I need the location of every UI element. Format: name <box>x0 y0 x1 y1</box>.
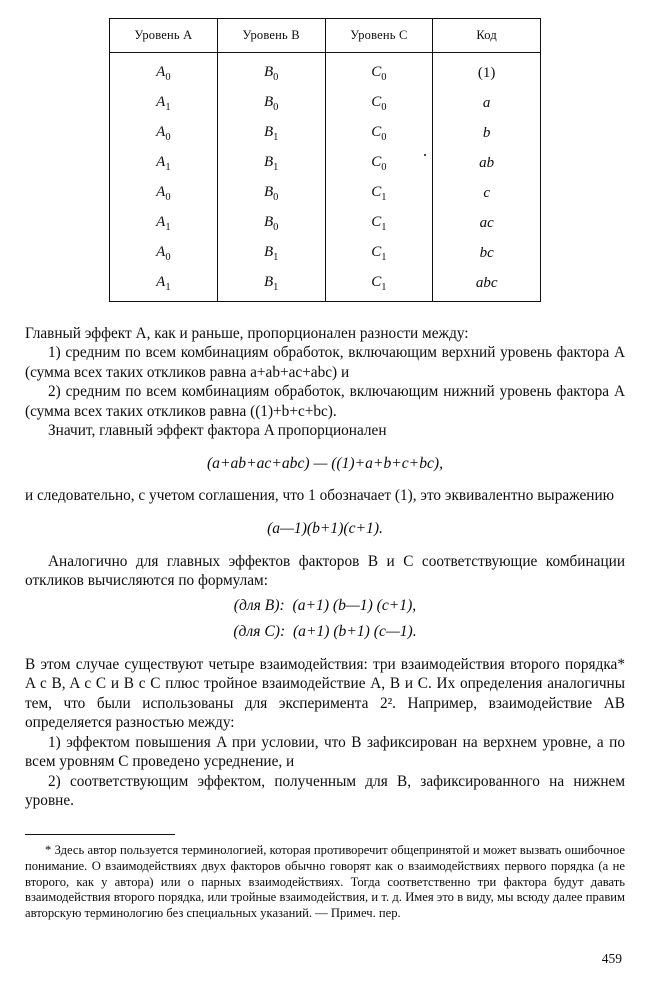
formula-for-c-label: (для C): <box>233 623 286 641</box>
body-text <box>25 324 625 810</box>
value: A <box>156 154 166 170</box>
table-row <box>110 89 541 119</box>
cell-level-b <box>217 179 325 209</box>
cell-code <box>433 239 541 269</box>
value: B <box>263 244 274 260</box>
value: C <box>371 64 382 80</box>
table-header-row <box>110 19 541 53</box>
cell-level-c <box>325 209 433 239</box>
formula-equivalent: (a—1)(b+1)(c+1). <box>267 519 383 537</box>
cell-level-c <box>325 179 433 209</box>
subscript: 0 <box>273 192 279 203</box>
value: B <box>263 94 274 110</box>
subscript: 1 <box>273 132 279 143</box>
value: C <box>371 274 382 290</box>
cell-level-b <box>217 239 325 269</box>
value: B <box>263 184 274 200</box>
cell-level-a <box>110 209 218 239</box>
cell-level-a <box>110 239 218 269</box>
subscript: 1 <box>165 282 171 293</box>
subscript: 1 <box>273 162 279 173</box>
cell-level-a <box>110 269 218 302</box>
cell-level-b <box>217 89 325 119</box>
footnote-separator <box>25 834 175 835</box>
document-page <box>0 18 650 989</box>
cell-level-b <box>217 149 325 179</box>
cell-code <box>433 179 541 209</box>
subscript: 0 <box>381 102 387 113</box>
subscript: 0 <box>165 192 171 203</box>
subscript: 0 <box>165 72 171 83</box>
value: ac <box>479 215 494 231</box>
cell-code <box>433 119 541 149</box>
cell-level-a <box>110 119 218 149</box>
subscript: 0 <box>165 252 171 263</box>
value: C <box>371 154 382 170</box>
header-text: Уровень C <box>350 28 408 42</box>
subscript: 1 <box>273 282 279 293</box>
paragraph-interactions: В этом случае существуют четыре взаимодействия: три взаимодействия второго порядка* A с B, A с C и B с C плюс тройное взаимодействие A, B и C. Их определения аналогичны тем, что были использованы для эксперимента 2². Например, взаимодействие AB определяется разностью между: <box>25 655 625 732</box>
subscript: 0 <box>165 132 171 143</box>
paragraph-main-effect-intro: Главный эффект A, как и раньше, пропорционален разности между: <box>25 325 469 342</box>
value: C <box>371 124 382 140</box>
subscript: 0 <box>273 102 279 113</box>
cell-level-c <box>325 53 433 89</box>
paragraph-effect-a-upper: 1) эффектом повышения A при условии, что B зафиксирован на верхнем уровне, а по всем уровням C проведено усреднение, и <box>25 733 625 771</box>
table-body <box>110 53 541 302</box>
footnote-block <box>25 843 625 921</box>
column-header-level-c <box>325 19 433 53</box>
cell-level-a <box>110 89 218 119</box>
paragraph-lower-level: 2) средним по всем комбинациям обработок, включающим нижний уровень фактора A (сумма всех таких откликов равна ((1)+b+c+bc). <box>25 383 625 420</box>
cell-code <box>433 209 541 239</box>
value: A <box>156 64 166 80</box>
cell-level-b <box>217 53 325 89</box>
value: C <box>371 184 382 200</box>
paragraph-analogous-bc: Аналогично для главных эффектов факторов B и C соответствующие комбинации откликов вычисляются по формулам: <box>25 552 625 589</box>
table-row <box>110 149 541 179</box>
value: B <box>263 274 274 290</box>
cell-level-c <box>325 119 433 149</box>
column-header-code <box>433 19 541 53</box>
value: A <box>156 214 166 230</box>
column-header-level-b <box>217 19 325 53</box>
subscript: 0 <box>381 72 387 83</box>
factors-table-wrapper <box>109 18 541 302</box>
value: C <box>371 244 382 260</box>
subscript: 1 <box>381 252 387 263</box>
value: b <box>482 125 491 141</box>
cell-level-c <box>325 239 433 269</box>
table-row <box>110 179 541 209</box>
value: C <box>371 94 382 110</box>
subscript: 1 <box>273 252 279 263</box>
subscript: 1 <box>165 222 171 233</box>
value: B <box>263 64 274 80</box>
header-text: Код <box>476 28 497 42</box>
paragraph-main-effect-proportional: Значит, главный эффект фактора A пропорционален <box>48 422 387 440</box>
formula-for-b-label: (для B): <box>233 597 285 615</box>
cell-code <box>433 53 541 89</box>
value: B <box>263 124 274 140</box>
header-text: Уровень A <box>134 28 193 42</box>
cell-level-c <box>325 149 433 179</box>
subscript: 1 <box>165 102 171 113</box>
paragraph-upper-level: 1) средним по всем комбинациям обработок, включающим верхний уровень фактора A (сумма всех таких откликов равна a+ab+ac+abc) и <box>25 344 625 381</box>
cell-code <box>433 149 541 179</box>
subscript: 0 <box>273 72 279 83</box>
subscript: 0 <box>381 162 387 173</box>
column-header-level-a <box>110 19 218 53</box>
table-header <box>110 19 541 53</box>
table-row <box>110 239 541 269</box>
formula-main-effect: (a+ab+ac+abc) — ((1)+a+b+c+bc), <box>206 454 444 472</box>
table-row <box>110 119 541 149</box>
cell-level-a <box>110 179 218 209</box>
cell-level-c <box>325 269 433 302</box>
table-row <box>110 209 541 239</box>
cell-level-a <box>110 53 218 89</box>
value: B <box>263 214 274 230</box>
paragraph-effect-b-lower: 2) соответствующим эффектом, полученным для B, зафиксированного на нижнем уровне. <box>25 772 625 809</box>
page-number: 459 <box>601 951 622 966</box>
cell-level-b <box>217 269 325 302</box>
table-row <box>110 269 541 302</box>
cell-code <box>433 269 541 302</box>
formula-for-c-expr: (a+1) (b+1) (c—1). <box>292 623 417 641</box>
value: A <box>156 184 166 200</box>
cell-level-b <box>217 119 325 149</box>
formula-for-b-expr: (a+1) (b—1) (c+1), <box>292 597 417 615</box>
value: A <box>156 244 166 260</box>
header-text: Уровень B <box>242 28 300 42</box>
subscript: 1 <box>381 222 387 233</box>
footnote-text: * Здесь автор пользуется терминологией, которая противоречит общепринятой и может вызвать ошибочное понимание. О взаимодействиях двух факторов обычно говорят как о взаимодействиях первого порядка (а не второго, как у автора) или о парных взаимодействиях. Тогда соответственно три фактора будут давать взаимодействия второго порядка, или тройные взаимодействия, и т. д. Имея это в виду, мы всюду далее правим авторскую терминологию без специальных указаний. — Примеч. пер. <box>25 843 625 920</box>
value: (1) <box>477 65 496 81</box>
spacer <box>25 644 625 655</box>
cell-level-a <box>110 149 218 179</box>
factors-table <box>109 18 541 302</box>
cell-level-b <box>217 209 325 239</box>
paragraph-equivalent: и следовательно, с учетом соглашения, что 1 обозначает (1), это эквивалентно выражению <box>25 487 615 505</box>
subscript: 0 <box>381 132 387 143</box>
value: abc <box>475 275 498 291</box>
table-row <box>110 53 541 89</box>
subscript: 1 <box>381 192 387 203</box>
value: B <box>263 154 274 170</box>
value: ab <box>479 155 495 171</box>
value: a <box>482 95 491 111</box>
subscript: 1 <box>165 162 171 173</box>
value: bc <box>479 245 494 261</box>
cell-code <box>433 89 541 119</box>
subscript: 1 <box>381 282 387 293</box>
subscript: 0 <box>273 222 279 233</box>
value: A <box>156 124 166 140</box>
value: C <box>371 214 382 230</box>
cell-level-c <box>325 89 433 119</box>
formula-for-c <box>25 622 625 642</box>
value: A <box>156 274 166 290</box>
value: A <box>156 94 166 110</box>
formula-for-b <box>25 596 625 616</box>
value: c <box>483 185 490 201</box>
ink-speck <box>424 154 426 156</box>
